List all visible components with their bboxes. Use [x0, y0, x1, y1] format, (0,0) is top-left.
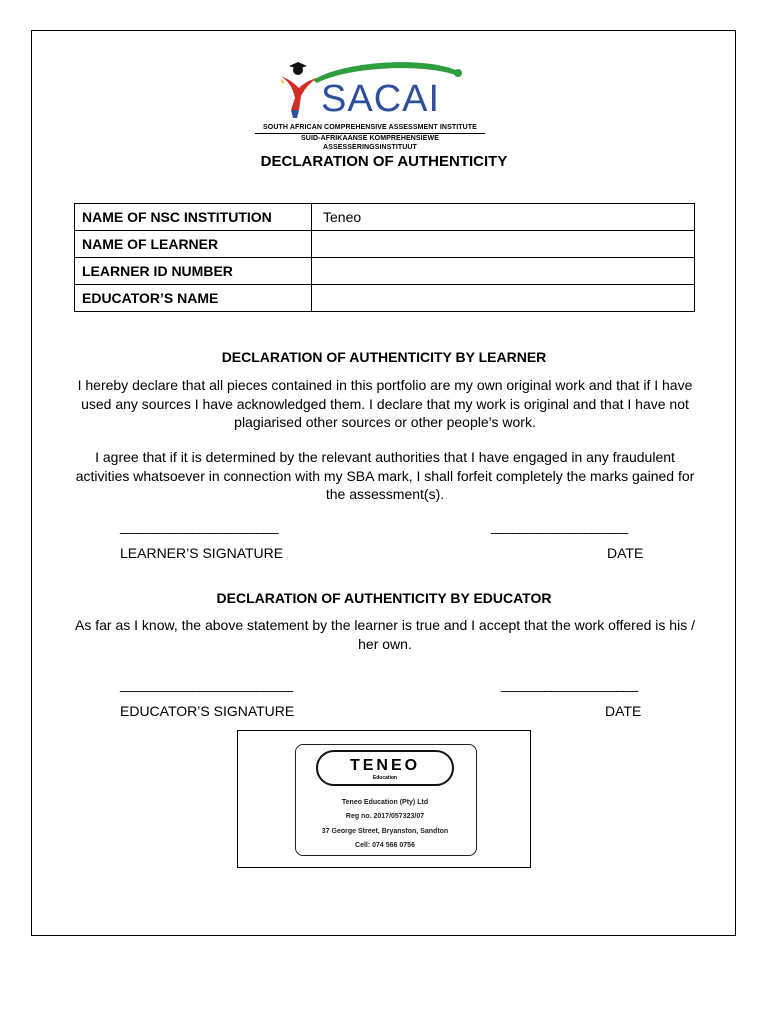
learner-signature-line: ______________________ — [120, 518, 279, 534]
table-row — [75, 204, 695, 231]
institution-value[interactable]: Teneo — [312, 204, 695, 231]
learner-date-line: ___________________ — [491, 518, 628, 534]
teneo-stamp — [295, 744, 477, 856]
educator-declaration-heading: DECLARATION OF AUTHENTICITY BY EDUCATOR — [216, 590, 552, 606]
educator-name-field[interactable] — [312, 285, 695, 312]
educator-signature-label: EDUCATOR’S SIGNATURE — [120, 703, 295, 719]
table-row — [75, 285, 695, 312]
learner-id-field[interactable] — [312, 258, 695, 285]
sacai-logo — [255, 58, 485, 152]
teneo-stamp-brand: TENEO — [349, 757, 421, 774]
teneo-stamp-oval — [316, 750, 454, 786]
learner-declaration-paragraph-2: I agree that if it is determined by the relevant authorities that I have engaged in any fraudulent activities whatsoever in connection with my SBA mark, I shall forfeit completely the marks gained for the assessment(s). — [75, 449, 695, 502]
sacai-logo-graphic — [255, 58, 485, 122]
logo-subtitle-english: SOUTH AFRICAN COMPREHENSIVE ASSESSMENT INSTITUTE — [263, 124, 477, 131]
stamp-company-name: Teneo Education (Pty) Ltd — [341, 799, 429, 806]
table-row — [75, 231, 695, 258]
educator-name-label: EDUCATOR’S NAME — [75, 285, 312, 312]
sacai-wordmark: SACAI — [321, 78, 441, 120]
stamp-cell: Cell: 074 566 0756 — [355, 842, 415, 849]
learner-name-field[interactable] — [312, 231, 695, 258]
teneo-stamp-brand-sub: Education — [372, 775, 398, 781]
educator-date-label: DATE — [605, 703, 642, 719]
learner-declaration-heading: DECLARATION OF AUTHENTICITY BY LEARNER — [221, 349, 547, 365]
educator-declaration-paragraph: As far as I know, the above statement by the learner is true and I accept that the work offered is his / her own. — [75, 617, 695, 652]
educator-signature-line: ________________________ — [120, 676, 293, 692]
stamp-registration: Reg no. 2017/057323/07 — [345, 813, 425, 820]
learner-name-label: NAME OF LEARNER — [75, 231, 312, 258]
learner-signature-label: LEARNER’S SIGNATURE — [120, 545, 284, 561]
educator-date-line: ___________________ — [501, 676, 638, 692]
logo-subtitle-afrikaans: SUID-AFRIKAANSE KOMPREHENSIEWE ASSESSERINGSINSTITUUT — [301, 135, 439, 151]
learner-date-label: DATE — [607, 545, 644, 561]
document-title: DECLARATION OF AUTHENTICITY — [260, 153, 508, 170]
learner-declaration-paragraph-1: I hereby declare that all pieces contained in this portfolio are my own original work and that if I have used any sources I have acknowledged them. I declare that my work is original and that I have not plagiarised other sources or other people’s work. — [77, 377, 693, 430]
learner-id-label: LEARNER ID NUMBER — [75, 258, 312, 285]
stamp-address: 37 George Street, Bryanston, Sandton — [321, 828, 449, 835]
table-row — [75, 258, 695, 285]
institution-label: NAME OF NSC INSTITUTION — [75, 204, 312, 231]
learner-info-table — [74, 203, 695, 312]
